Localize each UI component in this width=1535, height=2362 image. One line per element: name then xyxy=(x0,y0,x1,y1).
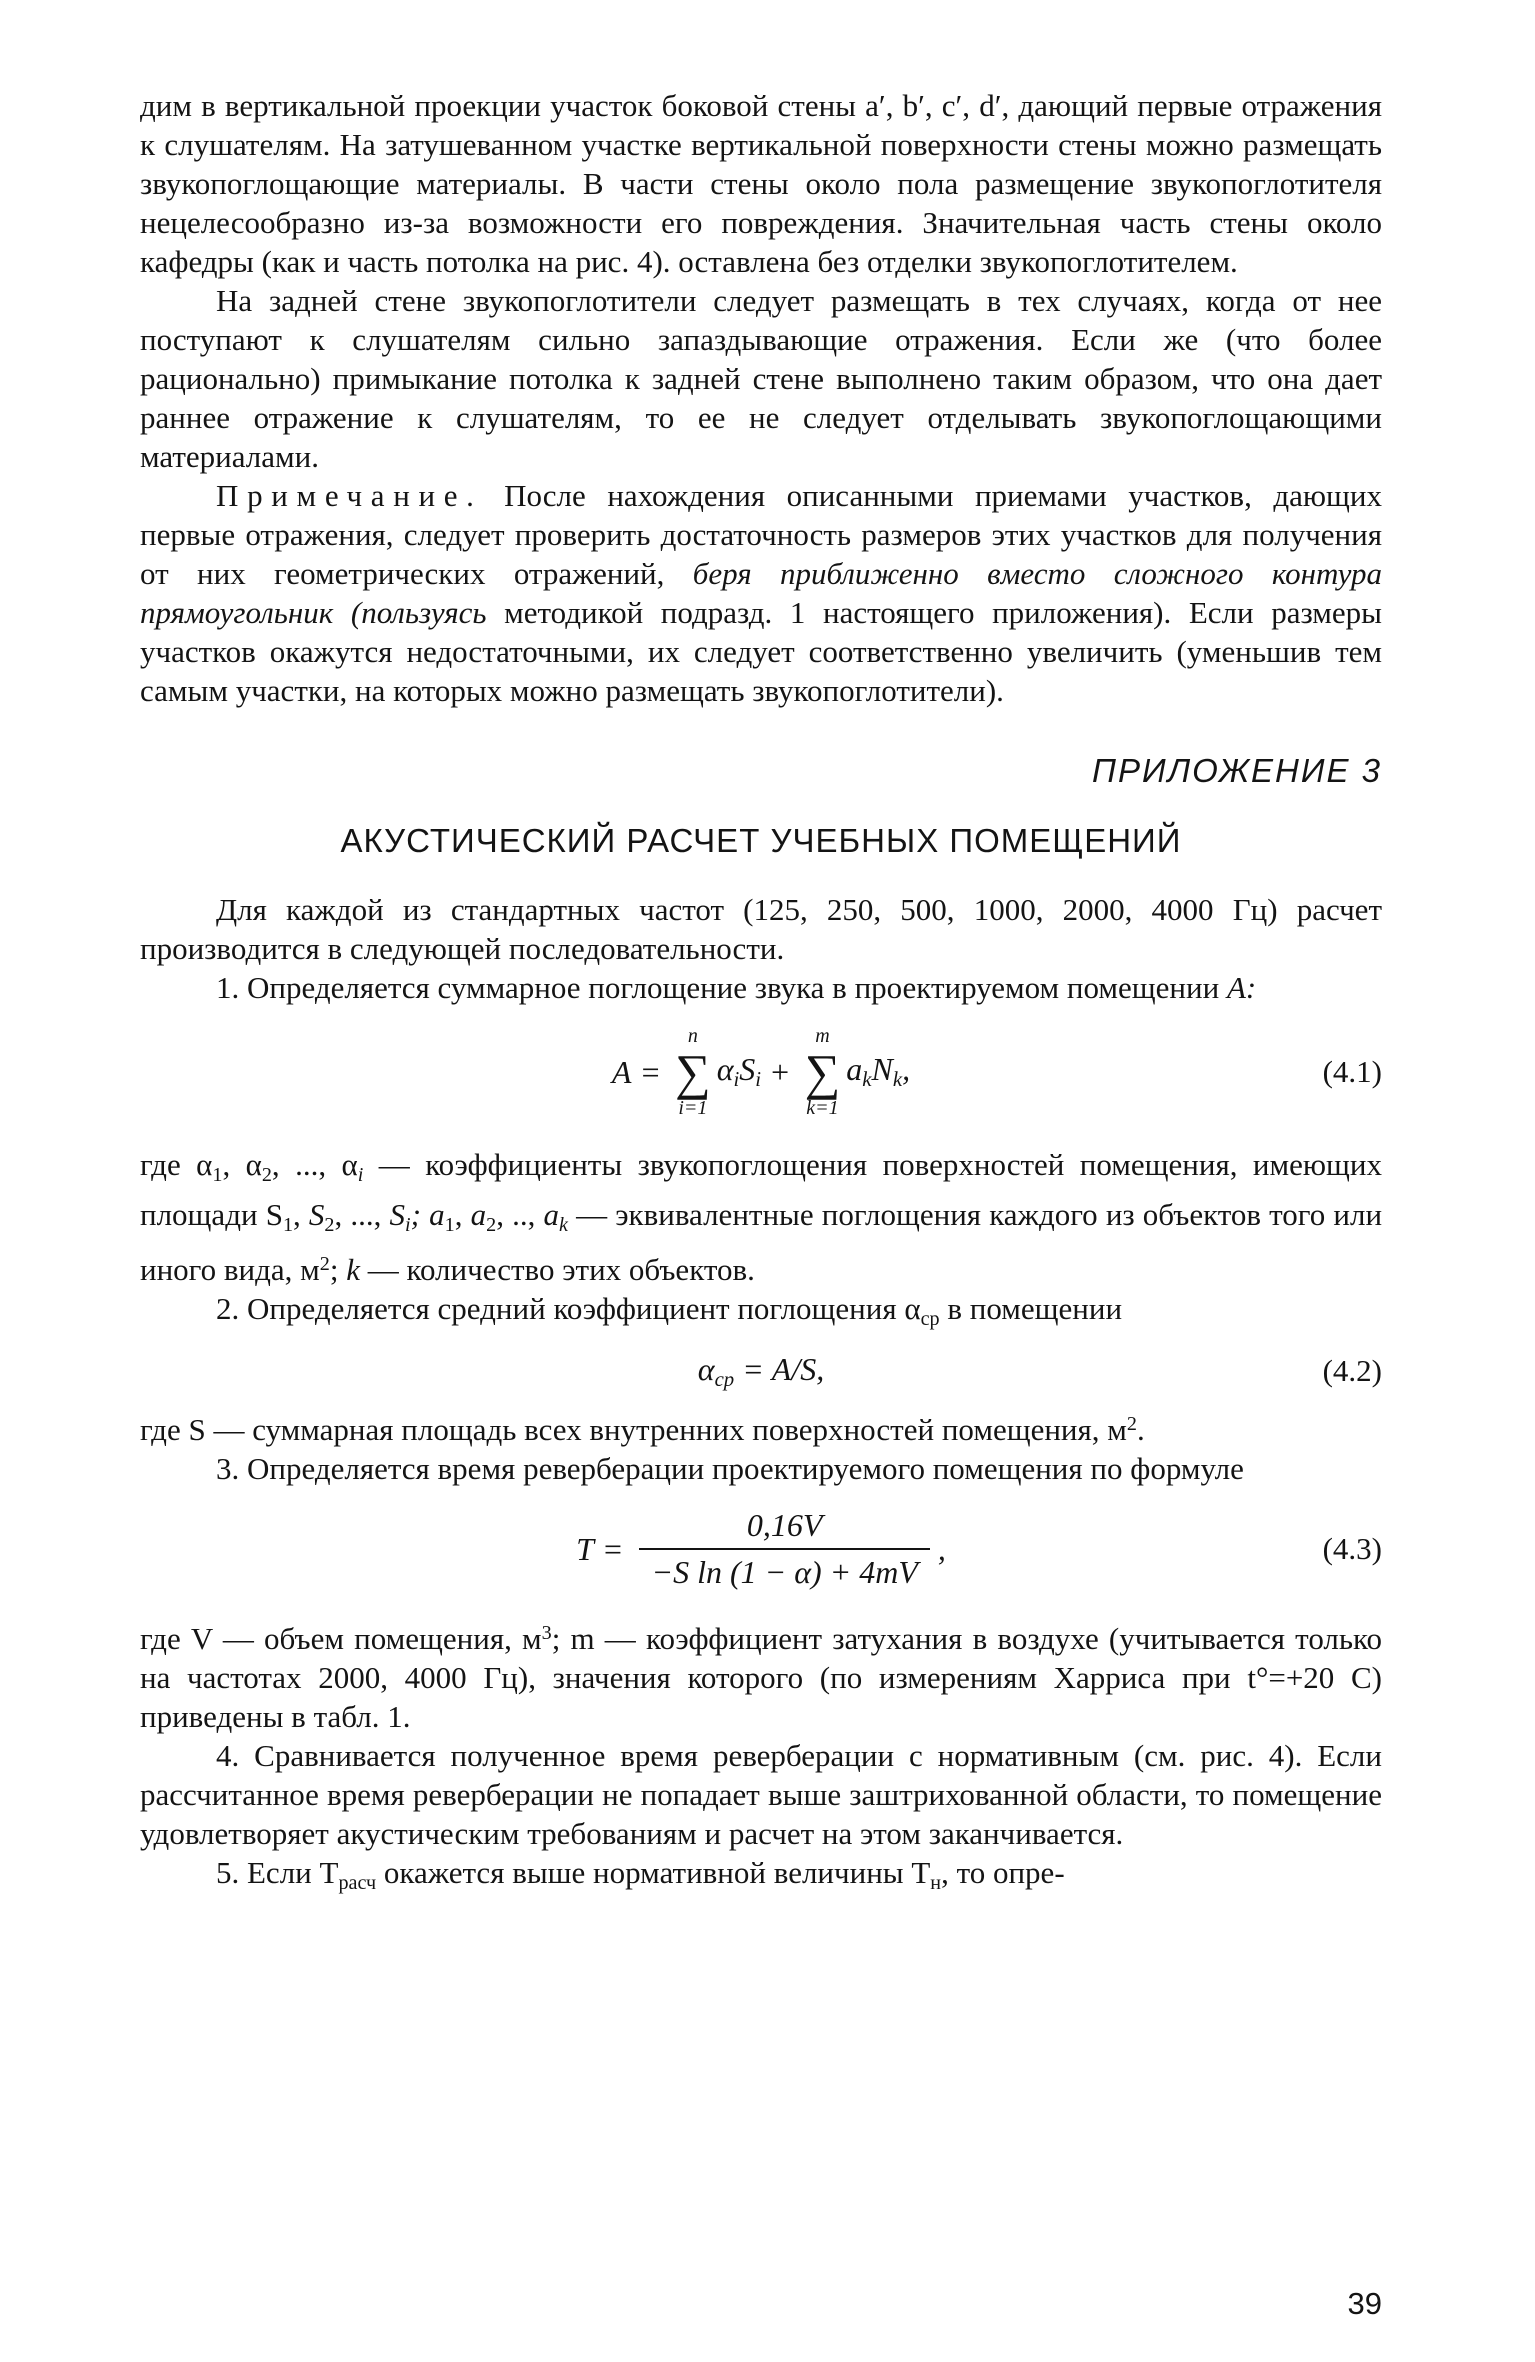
formula-4-2: $\alpha_{ср} = A/S$, (4.2) xyxy=(697,1350,1382,1391)
note-text-a: После нахождения описанными приемами участков, дающих первые отражения, следует проверить достаточность размеров этих участков для получения от них геометрических отражений, xyxy=(140,478,1383,591)
formula-4-3: T = $\frac{0,16V}{\text{−S ln (1 − α) + 4mV}}$ , (4.3) xyxy=(576,1507,1382,1591)
text-column xyxy=(140,86,1382,1903)
paragraph-1: дим в вертикальной проекции участок боковой стены a′, b′, c′, d′, дающий первые отражения к слушателям. На затушеванном участке вертикальной поверхности стены можно размещать звукопоглощающие материалы. В части стены около пола размещение звукопоглотителя нецелесообразно из-за возможности его повреждения. Значительная часть стены около кафедры (как и часть потолка на рис. 4). оставлена без отделки звукопоглотителем. xyxy=(140,88,1382,279)
equation-number-4-1: (4.1) xyxy=(1322,1054,1382,1089)
intro-paragraph: Для каждой из стандартных частот (125, 250, 500, 1000, 2000, 4000 Гц) расчет производится в следующей последовательности. xyxy=(140,892,1382,966)
paragraph-2: На задней стене звукопоглотители следует размещать в тех случаях, когда от нее поступают к слушателям сильно запаздывающие отражения. Если же (что более рационально) примыкание потолка к задней стене выполнено таким образом, что она дает раннее отражение к слушателям, то ее не следует отделывать звукопоглощающими материалами. xyxy=(140,283,1382,474)
step-2: 2. Определяется средний коэффициент поглощения $\alpha_{ср}$ в помещении xyxy=(216,1291,1123,1331)
appendix-label: ПРИЛОЖЕНИЕ 3 xyxy=(1092,752,1382,789)
paragraph-note xyxy=(140,476,1382,710)
where-3: где V — объем помещения, $м^3$; m — коэффициент затухания в воздухе (учитывается только на частотах 2000, 4000 Гц), значения которого (по измерениям Харриса при t°=+20 С) приведены в табл. 1. xyxy=(140,1621,1383,1735)
where-1: где $\alpha_1$, $\alpha_2$, ..., $\alpha_i$ — коэффициенты звукопоглощения поверхностей помещения, имеющих площади $S_1$, $S_2$, ..., $S_i$; $a_1$, $a_2$, .., $a_k$ — эквивалентные поглощения каждого из объектов того или иного вида, $м^2$; k — количество этих объектов. xyxy=(140,1147,1383,1288)
appendix-title: АКУСТИЧЕСКИЙ РАСЧЕТ УЧЕБНЫХ ПОМЕЩЕНИЙ xyxy=(340,822,1182,859)
page-number: 39 xyxy=(1347,2286,1382,2321)
formula-4-1-body: A = n ∑ i=1 $\alpha_iS_i$ + m ∑ k=1 $a_kN_k$, xyxy=(611,1025,911,1119)
note-text-italic: беря приближенно вместо сложного контура прямоугольник (пользуясь xyxy=(140,556,1382,630)
step-1: 1. Определяется суммарное поглощение звука в проектируемом помещении A: xyxy=(216,970,1257,1005)
step-4: 4. Сравнивается полученное время реверберации с нормативным (см. рис. 4). Если рассчитанное время реверберации не попадает выше заштрихованной области, то помещение удовлетворяет акустическим требованиям и расчет на этом заканчивается. xyxy=(140,1738,1382,1852)
step-5: 5. Если $T_{расч}$ окажется выше нормативной величины $T_н$, то опре- xyxy=(216,1855,1065,1895)
sum-i-symbol: n ∑ i=1 xyxy=(675,1025,711,1119)
formula-4-1 xyxy=(140,1013,1382,1131)
equation-number-4-2: (4.2) xyxy=(1322,1353,1382,1389)
sum-k-symbol: m ∑ k=1 xyxy=(804,1025,841,1119)
where-2: где S — суммарная площадь всех внутренних поверхностей помещения, $м^2$. xyxy=(140,1412,1145,1448)
fraction: $\frac{0,16V}{\text{−S ln (1 − α) + 4mV}}$ xyxy=(639,1507,929,1591)
note-label: Примечание. xyxy=(216,478,483,513)
step-3: 3. Определяется время реверберации проектируемого помещения по формуле xyxy=(216,1451,1244,1487)
equation-number-4-3: (4.3) xyxy=(1322,1531,1382,1567)
note-text-b: методикой подразд. 1 настоящего приложения). Если размеры участков окажутся недостаточными, их следует соответственно увеличить (уменьшив тем самым участки, на которых можно размещать звукопоглотители). xyxy=(140,595,1382,708)
